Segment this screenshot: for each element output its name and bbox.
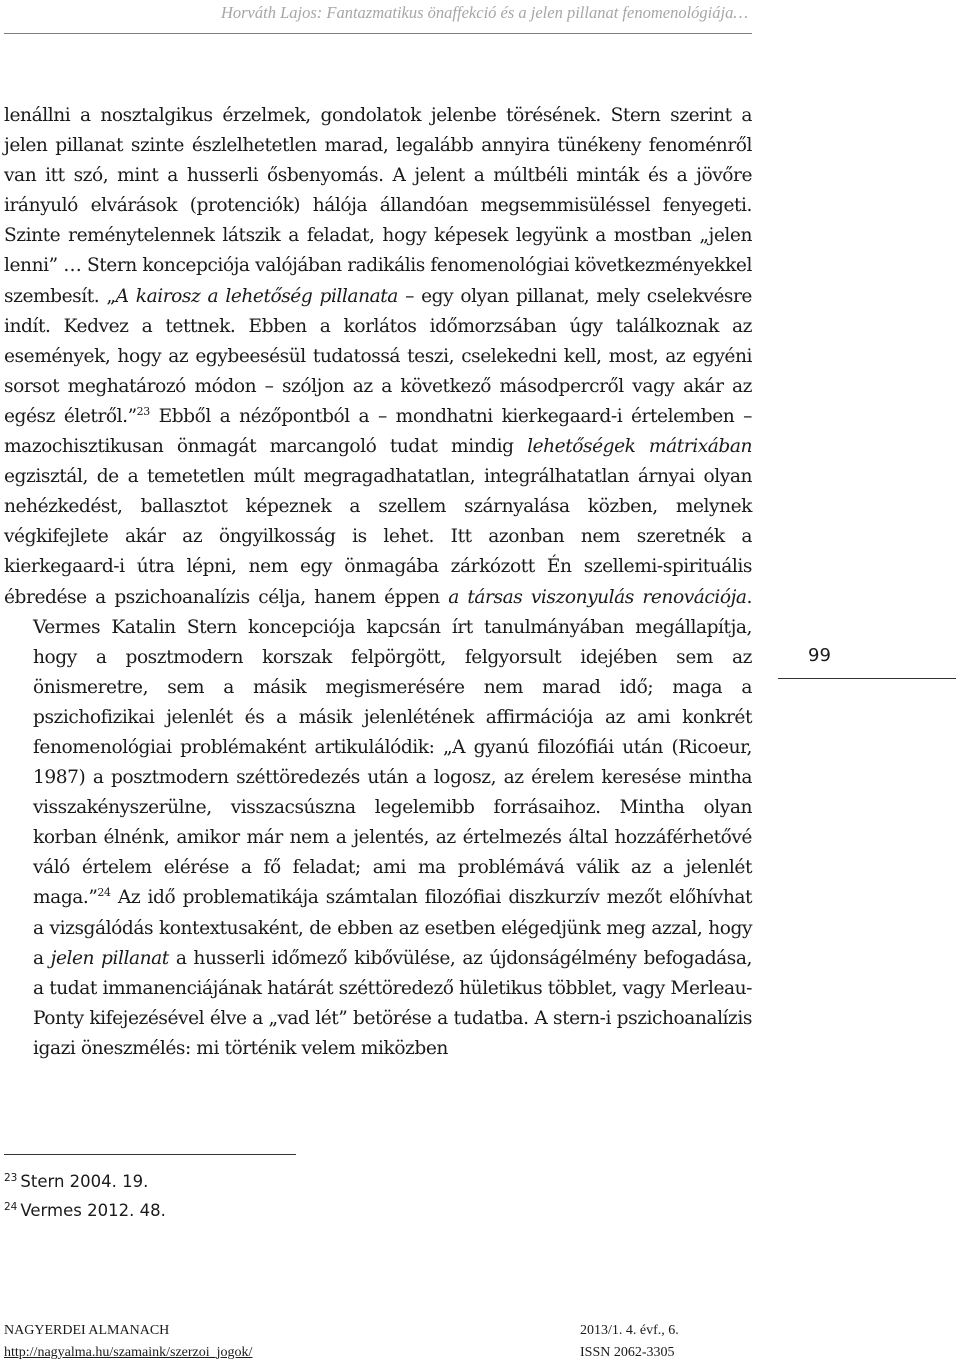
footnote-text: Stern 2004. 19.	[20, 1172, 149, 1191]
footnote-number: 23	[4, 1172, 18, 1184]
footnote-number: 24	[4, 1201, 18, 1213]
footnote-reference: 24	[97, 886, 111, 900]
paragraph	[4, 101, 752, 613]
text-run: Az idő problematikája számtalan filozófiai diszkurzív mezőt előhívhat a vizsgálódás kontextusaként, de ebben az esetben elégedjünk meg azzal, hogy a	[33, 887, 752, 969]
italic-phrase: lehetőségek mátrixában	[527, 436, 752, 458]
footer-journal-name: NAGYERDEI ALMANACH	[4, 1323, 170, 1338]
footnote-item	[4, 1196, 166, 1225]
footer-issue: 2013/1. 4. évf., 6.	[580, 1323, 679, 1338]
text-run: lenállni a nosztalgikus érzelmek, gondolatok jelenbe törésének. Stern szerint a jelen pillanat szinte észlelhetetlen marad, legalább annyira tünékeny fenoménről van itt szó, mint a husserli ősbenyomás. A jelent a múltbéli minták és a jövőre irányuló elvárások (protenciók) hálója állandóan megsemmisüléssel fenyegeti. Szinte reménytelennek látszik a feladat, hogy képesek legyünk a mostban „jelen lenni” … Stern koncepciója valójában radikális fenomenológiai következményekkel szembesít. „	[4, 105, 752, 307]
text-run: .	[746, 586, 753, 608]
footnotes	[4, 1167, 166, 1225]
footnote-reference: 23	[136, 404, 150, 418]
footnote-rule	[4, 1154, 296, 1155]
footer-url-link[interactable]: http://nagyalma.hu/szamaink/szerzoi_jogok/	[4, 1345, 253, 1360]
header-rule	[4, 33, 752, 34]
footer-row-bottom	[4, 1342, 694, 1364]
italic-phrase: a társas viszonyulás renovációja	[448, 586, 747, 608]
text-run: egzisztál, de a temetetlen múlt megragadhatatlan, integrálhatatlan árnyai olyan nehézkedést, ballasztot képeznek a szellem szárnyalása közben, melynek végkifejlete akár az öngyilkosság is lehet. Itt azonban nem szeretnék a kierkegaard-i útra lépni, nem egy önmagába zárkózott Én szellemi-spirituális ébredése a pszichoanalízis célja, hanem éppen	[4, 466, 752, 608]
page-number: 99	[808, 645, 831, 666]
body-text	[4, 101, 752, 1064]
running-header-title: Horváth Lajos: Fantazmatikus önaffekció és a jelen pillanat fenomenológiája…	[220, 3, 748, 22]
italic-phrase: jelen pillanat	[50, 947, 169, 969]
text-run: Vermes Katalin Stern koncepciója kapcsán írt tanulmányában megállapítja, hogy a posztmodern korszak felpörgött, felgyorsult idejében sem az önismeretre, sem a másik megismerésére nem marad idő; maga a pszichofizikai jelenlét és a másik jelenlétének affirmációja az ami konkrét fenomenológiai problémaként artikulálódik: „A gyanú filozófiái után (Ricoeur, 1987) a posztmodern széttöredezés után a logosz, az érelem keresése mintha visszakényszerülne, visszacsúszna legelemibb forrásaihoz. Mintha olyan korban élnénk, amikor már nem a jelentés, az értelmezés által hozzáférhetővé váló értelem elérése a fő feladat; ami ma problémává válik az a jelenlét maga.”	[33, 616, 752, 909]
italic-phrase: A kairosz a lehetőség pillanata	[115, 285, 398, 307]
footnote-text: Vermes 2012. 48.	[20, 1201, 166, 1220]
footnote-item	[4, 1167, 166, 1196]
text-run: – egy olyan pillanat, mely cselekvésre indít. Kedvez a tettnek. Ebben a korlátos időmorzsában úgy találkoznak az események, hogy az egybeesésül tudatossá teszi, cselekedni kell, most, az egyéni sorsot meghatározó módon – szóljon az a következő másodpercről vagy akár az egész életről.”	[4, 285, 752, 427]
paragraph	[4, 613, 752, 1064]
footer-row-top	[4, 1320, 694, 1342]
text-run: Ebből a nézőpontból a – mondhatni kierkegaard-i értelemben – mazochisztikusan önmagát marcangoló tudat mindig	[4, 405, 753, 458]
footer	[4, 1320, 694, 1364]
page-number-rule	[778, 678, 956, 679]
text-run: a husserli időmező kibővülése, az újdonságélmény befogadása, a tudat immanenciájának határát széttöredező hületikus többlet, vagy Merleau-Ponty kifejezésével élve a „vad lét” betörése a tudatba. A stern-i pszichoanalízis igazi öneszmélés: mi történik velem miközben	[33, 947, 752, 1059]
footer-issn: ISSN 2062-3305	[580, 1345, 675, 1360]
